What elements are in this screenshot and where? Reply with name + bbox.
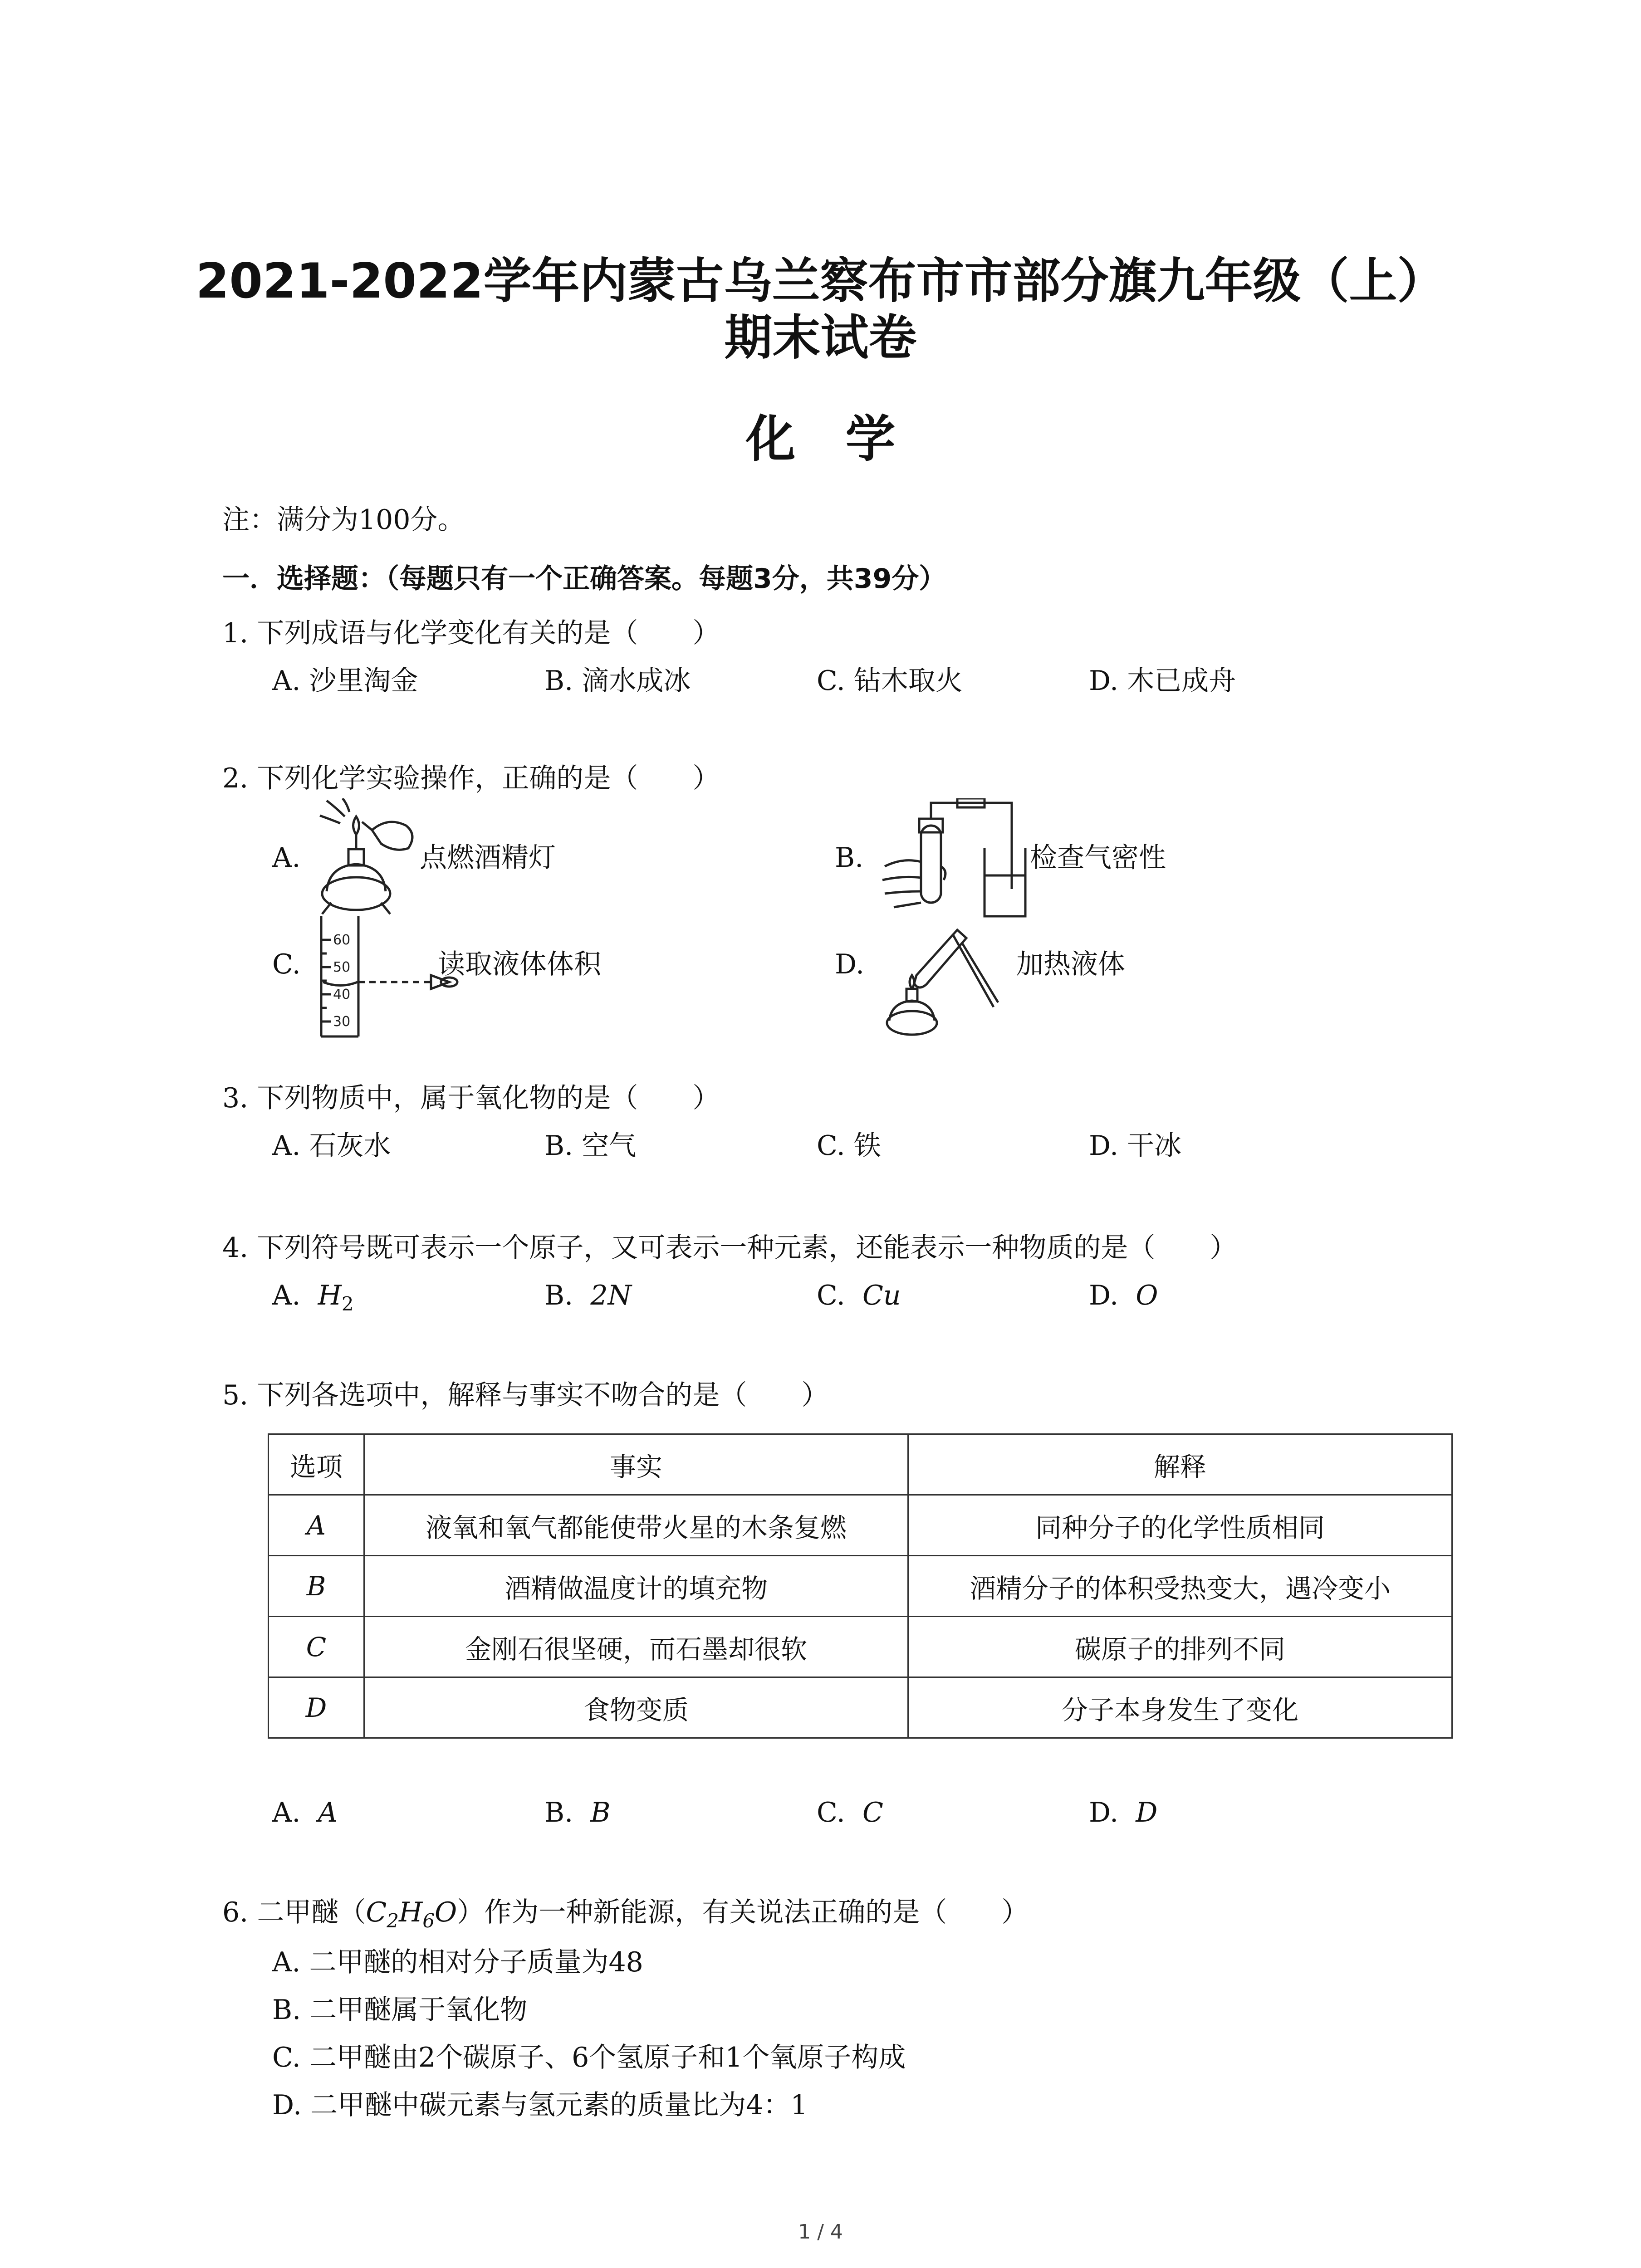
page-title: 2021-2022学年内蒙古乌兰察布市市部分旗九年级（上）	[196, 253, 1445, 309]
q5-option-b-letter: B.	[544, 1797, 573, 1828]
q6-option-b: B. 二甲醚属于氧化物	[272, 1994, 528, 2026]
q1-option-c: C. 钻木取火	[817, 665, 963, 697]
q4-option-b-letter: B.	[544, 1280, 573, 1311]
table-row	[269, 1677, 1452, 1738]
q4-option-b-symbol: 2N	[590, 1280, 632, 1311]
q4-option-d-letter: D.	[1089, 1280, 1119, 1311]
q4-option-d	[1089, 1279, 1158, 1312]
q2-option-b-letter: B.	[835, 842, 864, 874]
page-number: 1 / 4	[798, 2220, 843, 2244]
q1-option-b: B. 滴水成冰	[544, 665, 691, 697]
table-row	[269, 1617, 1452, 1677]
section-heading: 一．选择题：（每题只有一个正确答案。每题3分，共39分）	[222, 563, 946, 595]
q4-option-a-letter: A.	[272, 1280, 301, 1311]
q4-option-c-letter: C.	[817, 1280, 845, 1311]
page-subtitle: 期末试卷	[724, 310, 917, 366]
airtightness-check-figure	[876, 798, 1030, 921]
q5-stem: 5. 下列各选项中，解释与事实不吻合的是（ ）	[222, 1379, 829, 1411]
q6-stem-suffix: ）作为一种新能源，有关说法正确的是（ ）	[457, 1897, 1029, 1928]
table-header-option: 选项	[269, 1434, 364, 1495]
table-cell-explanation: 碳原子的排列不同	[908, 1617, 1452, 1677]
q6-formula-c: C	[366, 1897, 387, 1928]
q1-stem: 1. 下列成语与化学变化有关的是（ ）	[222, 617, 720, 649]
table-cell-explanation: 酒精分子的体积受热变大，遇冷变小	[908, 1556, 1452, 1617]
table-cell-fact: 液氧和氧气都能使带火星的木条复燃	[364, 1495, 908, 1556]
table-header-fact: 事实	[364, 1434, 908, 1495]
q4-option-a	[272, 1279, 354, 1320]
alcohol-lamp-lighting-figure	[309, 798, 422, 916]
q5-option-c	[817, 1796, 883, 1829]
q6-stem-prefix: 6. 二甲醚（	[222, 1897, 366, 1928]
q2-caption-b: 检查气密性	[1030, 842, 1166, 874]
q2-caption-d: 加热液体	[1016, 948, 1125, 980]
q4-option-c-symbol: Cu	[862, 1280, 901, 1311]
q5-option-b-value: B	[590, 1797, 611, 1828]
q3-option-b: B. 空气	[544, 1130, 637, 1162]
q5-option-c-value: C	[862, 1797, 883, 1828]
table-row	[269, 1556, 1452, 1617]
table-cell-option: D	[269, 1677, 364, 1738]
q3-option-a: A. 石灰水	[272, 1130, 391, 1162]
q5-option-b	[544, 1796, 610, 1829]
q2-caption-a: 点燃酒精灯	[420, 842, 556, 874]
cylinder-tick-30: 30	[333, 1014, 351, 1030]
q6-option-a: A. 二甲醚的相对分子质量为48	[272, 1946, 643, 1978]
q6-formula-sub-2: 2	[387, 1910, 399, 1932]
q2-stem: 2. 下列化学实验操作，正确的是（ ）	[222, 763, 720, 794]
q2-option-d-letter: D.	[835, 948, 865, 980]
q6-formula-o: O	[435, 1897, 457, 1928]
score-note: 注：满分为100分。	[222, 504, 465, 536]
table-cell-option: A	[269, 1495, 364, 1556]
q4-option-a-subscript: 2	[341, 1293, 354, 1315]
q2-option-a-letter: A.	[272, 842, 301, 874]
q6-option-d: D. 二甲醚中碳元素与氢元素的质量比为4：1	[272, 2089, 808, 2121]
q3-option-c: C. 铁	[817, 1130, 881, 1162]
q3-stem: 3. 下列物质中，属于氧化物的是（ ）	[222, 1082, 720, 1114]
q5-option-a-letter: A.	[272, 1797, 301, 1828]
q4-option-b	[544, 1279, 632, 1312]
cylinder-tick-60: 60	[333, 932, 351, 948]
q5-option-c-letter: C.	[817, 1797, 845, 1828]
q5-option-d	[1089, 1796, 1157, 1829]
q4-option-a-symbol: H	[318, 1280, 342, 1311]
heating-liquid-figure	[876, 921, 1012, 1039]
table-cell-fact: 食物变质	[364, 1677, 908, 1738]
q3-option-d: D. 干冰	[1089, 1130, 1182, 1162]
q6-stem	[222, 1896, 1029, 1937]
subject-title: 化学	[745, 410, 945, 468]
table-cell-option: B	[269, 1556, 364, 1617]
q5-table	[268, 1433, 1453, 1739]
q1-option-d: D. 木已成舟	[1089, 665, 1236, 697]
q4-stem: 4. 下列符号既可表示一个原子，又可表示一种元素，还能表示一种物质的是（ ）	[222, 1232, 1237, 1264]
table-cell-explanation: 分子本身发生了变化	[908, 1677, 1452, 1738]
table-cell-option: C	[269, 1617, 364, 1677]
table-cell-fact: 酒精做温度计的填充物	[364, 1556, 908, 1617]
cylinder-tick-40: 40	[333, 987, 351, 1002]
table-row	[269, 1495, 1452, 1556]
q6-formula-sub-6: 6	[422, 1910, 435, 1932]
q5-option-a-value: A	[318, 1797, 338, 1828]
table-cell-explanation: 同种分子的化学性质相同	[908, 1495, 1452, 1556]
q5-option-d-value: D	[1136, 1797, 1158, 1828]
table-header-row	[269, 1434, 1452, 1495]
q6-formula-h: H	[398, 1897, 423, 1928]
table-cell-fact: 金刚石很坚硬，而石墨却很软	[364, 1617, 908, 1677]
q5-option-d-letter: D.	[1089, 1797, 1119, 1828]
q2-option-c-letter: C.	[272, 948, 301, 980]
q4-option-c	[817, 1279, 901, 1312]
q5-option-a	[272, 1796, 338, 1829]
cylinder-tick-50: 50	[333, 959, 351, 975]
table-header-explanation: 解释	[908, 1434, 1452, 1495]
q4-option-d-symbol: O	[1136, 1280, 1158, 1311]
q1-option-a: A. 沙里淘金	[272, 665, 418, 697]
q6-option-c: C. 二甲醚由2个碳原子、6个氢原子和1个氧原子构成	[272, 2042, 906, 2073]
q2-caption-c: 读取液体体积	[438, 948, 601, 980]
